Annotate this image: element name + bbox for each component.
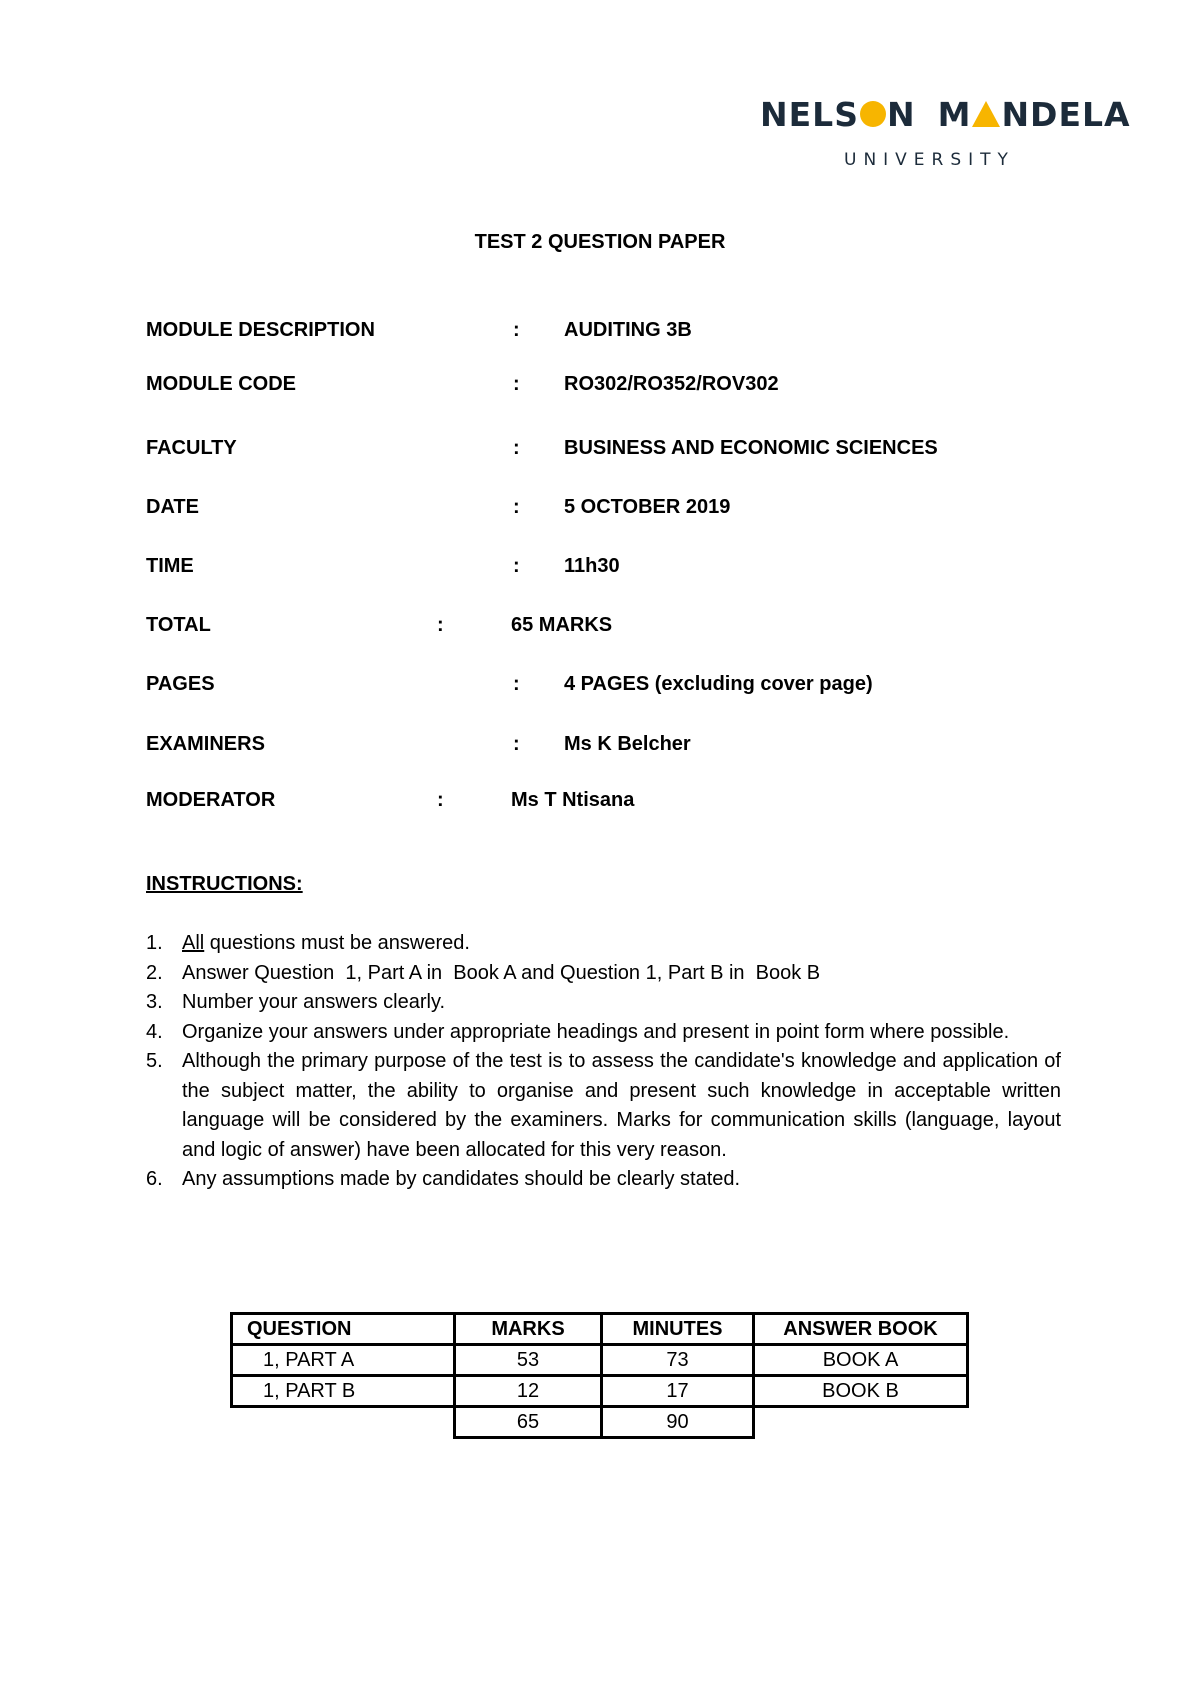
column-header: QUESTION bbox=[232, 1314, 455, 1345]
info-label: MODULE CODE bbox=[146, 373, 296, 395]
table-cell: 1, PART B bbox=[232, 1376, 455, 1407]
list-item bbox=[146, 1047, 1061, 1165]
list-item bbox=[146, 988, 1061, 1018]
info-colon: : bbox=[513, 673, 520, 695]
table-cell: 12 bbox=[455, 1376, 602, 1407]
info-colon: : bbox=[437, 789, 444, 811]
table-cell: 53 bbox=[455, 1345, 602, 1376]
table-cell: 90 bbox=[602, 1407, 754, 1438]
info-colon: : bbox=[513, 555, 520, 577]
item-text: Any assumptions made by candidates should be clearly stated. bbox=[182, 1168, 741, 1190]
info-colon: : bbox=[513, 319, 520, 341]
item-number: 6. bbox=[146, 1168, 163, 1190]
table-row bbox=[232, 1376, 968, 1407]
marks-table bbox=[230, 1312, 969, 1439]
info-value: 11h30 bbox=[564, 555, 620, 577]
info-value: Ms K Belcher bbox=[564, 733, 691, 755]
item-text: Answer Question 1, Part A in Book A and Question 1, Part B in Book B bbox=[182, 961, 821, 984]
table-cell: BOOK A bbox=[754, 1345, 968, 1376]
info-label: MODERATOR bbox=[146, 789, 276, 811]
column-header: MINUTES bbox=[602, 1314, 754, 1345]
table-header-row bbox=[232, 1314, 968, 1345]
info-colon: : bbox=[513, 733, 520, 755]
list-item bbox=[146, 929, 1061, 959]
item-text: All questions must be answered. bbox=[182, 932, 470, 954]
table-cell: 65 bbox=[455, 1407, 602, 1438]
info-colon: : bbox=[513, 373, 520, 395]
info-label: TIME bbox=[146, 555, 194, 577]
blank-cell bbox=[754, 1407, 968, 1438]
info-value: 5 OCTOBER 2019 bbox=[564, 496, 731, 518]
info-value: Ms T Ntisana bbox=[511, 789, 635, 811]
table-row bbox=[232, 1345, 968, 1376]
paper-title: TEST 2 QUESTION PAPER bbox=[474, 231, 726, 253]
item-text: Organize your answers under appropriate headings and present in point form where possible. bbox=[182, 1020, 1010, 1043]
info-colon: : bbox=[513, 437, 520, 459]
logo-wordmark: NELS N M NDELA bbox=[760, 94, 1131, 134]
info-value: 65 MARKS bbox=[511, 614, 613, 636]
info-value: 4 PAGES (excluding cover page) bbox=[564, 673, 873, 695]
logo-subtitle: UNIVERSITY bbox=[844, 150, 1015, 170]
item-number: 2. bbox=[146, 961, 163, 984]
info-label: MODULE DESCRIPTION bbox=[146, 319, 375, 341]
list-item bbox=[146, 959, 1061, 989]
info-label: TOTAL bbox=[146, 614, 211, 636]
table-cell: 73 bbox=[602, 1345, 754, 1376]
info-value: AUDITING 3B bbox=[564, 319, 692, 341]
item-number: 3. bbox=[146, 991, 163, 1013]
info-value: RO302/RO352/ROV302 bbox=[564, 373, 779, 395]
info-label: EXAMINERS bbox=[146, 733, 265, 755]
logo-triangle-icon bbox=[972, 101, 1000, 127]
table-cell: 1, PART A bbox=[232, 1345, 455, 1376]
emphasis: All bbox=[182, 932, 205, 954]
list-item bbox=[146, 1165, 1061, 1195]
item-text: Number your answers clearly. bbox=[182, 991, 446, 1013]
column-header: MARKS bbox=[455, 1314, 602, 1345]
item-number: 1. bbox=[146, 932, 163, 954]
instructions-list bbox=[146, 929, 1061, 1195]
table-totals-row bbox=[232, 1407, 968, 1438]
item-number: 4. bbox=[146, 1020, 163, 1043]
info-colon: : bbox=[513, 496, 520, 518]
table-cell: BOOK B bbox=[754, 1376, 968, 1407]
university-logo bbox=[760, 92, 1131, 178]
logo-sun-icon bbox=[860, 101, 886, 127]
column-header: ANSWER BOOK bbox=[754, 1314, 968, 1345]
info-value: BUSINESS AND ECONOMIC SCIENCES bbox=[564, 437, 938, 459]
item-text: Although the primary purpose of the test is to assess the candidate's knowledge and application of the subject matter, the ability to organise and present such knowledge in acceptable written language will be considered by the examiners. Marks for communication skills (language, layout and logic of answer) have been allocated for this very reason. bbox=[182, 1050, 1061, 1161]
info-label: FACULTY bbox=[146, 437, 237, 459]
item-number: 5. bbox=[146, 1050, 163, 1072]
info-colon: : bbox=[437, 614, 444, 636]
list-item bbox=[146, 1018, 1061, 1048]
info-label: PAGES bbox=[146, 673, 215, 695]
info-label: DATE bbox=[146, 496, 199, 518]
instructions-heading: INSTRUCTIONS: bbox=[146, 873, 303, 895]
table-cell: 17 bbox=[602, 1376, 754, 1407]
blank-cell bbox=[232, 1407, 455, 1438]
